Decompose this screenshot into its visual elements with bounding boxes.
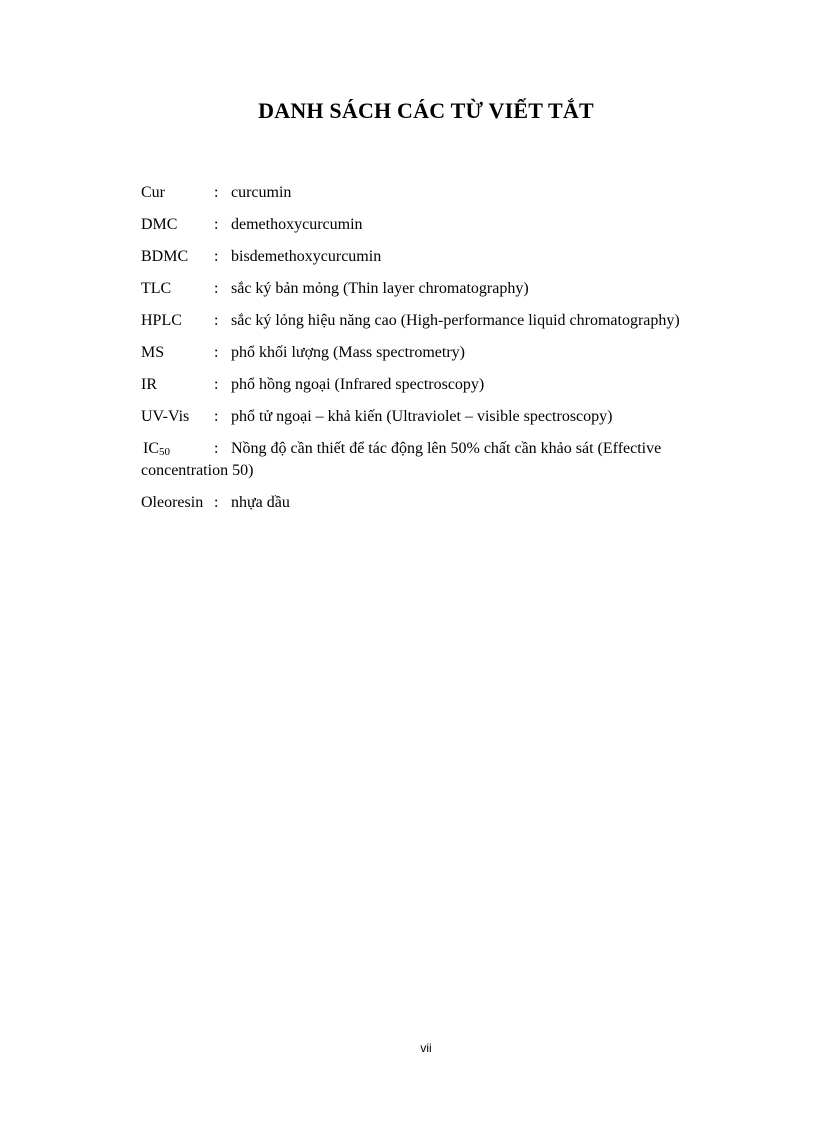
abbreviation-definition: sắc ký bản mỏng (Thin layer chromatography) bbox=[231, 280, 529, 297]
abbreviation-term: TLC bbox=[141, 280, 172, 297]
abbreviation-definition: demethoxycurcumin bbox=[231, 216, 363, 233]
abbreviation-term: UV-Vis bbox=[141, 408, 190, 425]
abbreviation-row-uv-vis bbox=[141, 406, 701, 428]
abbreviation-definition: curcumin bbox=[231, 184, 292, 201]
abbreviation-term: DMC bbox=[141, 216, 178, 233]
abbreviation-definition: Nồng độ cần thiết để tác động lên 50% chất cần khảo sát (Effective concentration 50) bbox=[141, 440, 662, 479]
abbreviation-row-oleoresin bbox=[141, 492, 701, 514]
abbreviation-row-cur bbox=[141, 182, 701, 204]
page-number: vii bbox=[420, 1041, 432, 1055]
abbreviation-term: MS bbox=[141, 344, 165, 361]
abbreviation-separator: : bbox=[214, 440, 219, 457]
abbreviation-term: Oleoresin bbox=[141, 494, 204, 511]
abbreviation-term: IR bbox=[141, 376, 157, 393]
abbreviation-separator: : bbox=[214, 494, 219, 511]
abbreviation-definition: phổ tử ngoại – khả kiến (Ultraviolet – visible spectroscopy) bbox=[231, 408, 613, 425]
abbreviation-row-hplc bbox=[141, 310, 701, 332]
abbreviation-term: HPLC bbox=[141, 312, 182, 329]
abbreviation-term: Cur bbox=[141, 184, 165, 201]
abbreviation-definition: nhựa dầu bbox=[231, 494, 290, 511]
abbreviation-term-base: IC bbox=[143, 440, 159, 457]
abbreviation-definition: bisdemethoxycurcumin bbox=[231, 248, 382, 265]
abbreviation-separator: : bbox=[214, 248, 219, 265]
abbreviation-separator: : bbox=[214, 408, 219, 425]
abbreviation-row-dmc bbox=[141, 214, 701, 236]
abbreviation-row-ic50 bbox=[141, 438, 701, 482]
abbreviation-separator: : bbox=[214, 312, 219, 329]
abbreviation-term bbox=[143, 438, 170, 463]
abbreviation-row-tlc bbox=[141, 278, 701, 300]
abbreviation-separator: : bbox=[214, 280, 219, 297]
abbreviation-row-ms bbox=[141, 342, 701, 364]
abbreviation-row-bdmc bbox=[141, 246, 701, 268]
abbreviation-separator: : bbox=[214, 344, 219, 361]
page-title: DANH SÁCH CÁC TỪ VIẾT TẮT bbox=[258, 98, 594, 123]
abbreviation-list bbox=[141, 182, 701, 524]
abbreviation-separator: : bbox=[214, 184, 219, 201]
abbreviation-term-subscript: 50 bbox=[159, 446, 170, 458]
abbreviation-term: BDMC bbox=[141, 248, 189, 265]
abbreviation-definition: phổ hồng ngoại (Infrared spectroscopy) bbox=[231, 376, 485, 393]
abbreviation-separator: : bbox=[214, 216, 219, 233]
abbreviation-definition: sắc ký lỏng hiệu năng cao (High-performance liquid chromatography) bbox=[231, 312, 680, 329]
abbreviation-row-ir bbox=[141, 374, 701, 396]
abbreviation-definition: phổ khối lượng (Mass spectrometry) bbox=[231, 344, 465, 361]
abbreviation-separator: : bbox=[214, 376, 219, 393]
